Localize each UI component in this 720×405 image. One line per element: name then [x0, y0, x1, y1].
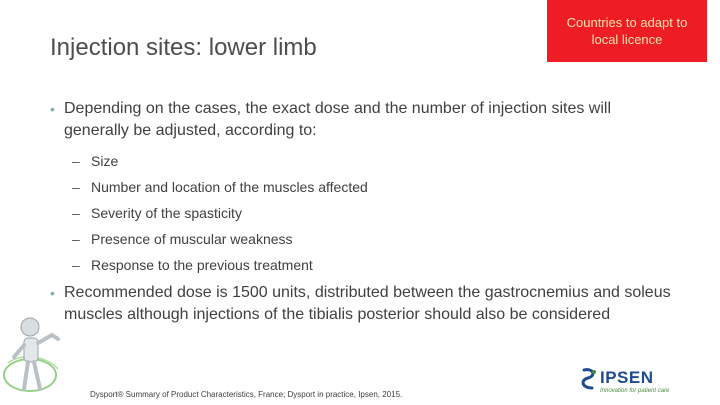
list-item-label: Presence of muscular weakness [91, 231, 293, 247]
dash-marker: – [72, 205, 80, 221]
list-item [72, 177, 492, 203]
bullet-point-2 [50, 282, 675, 326]
list-item [72, 255, 492, 281]
dash-marker: – [72, 179, 80, 195]
bullet-text: Recommended dose is 1500 units, distributed between the gastrocnemius and soleus muscles although injections of the tibialis posterior should also be considered [64, 284, 671, 323]
adaptation-badge-text: Countries to adapt to local licence [566, 15, 688, 47]
robot-figure-icon [0, 305, 82, 405]
dash-marker: – [72, 153, 80, 169]
bullet-point-1 [50, 98, 675, 142]
bullet-marker: • [50, 285, 55, 301]
list-item-label: Severity of the spasticity [91, 205, 242, 221]
list-item [72, 229, 492, 255]
ipsen-wordmark: IPSEN [600, 368, 654, 387]
list-item-label: Response to the previous treatment [91, 257, 313, 273]
dash-marker: – [72, 231, 80, 247]
adaptation-badge [547, 0, 707, 62]
footnote: Dysport® Summary of Product Characteristics, France; Dysport in practice, Ipsen, 2015. [90, 390, 403, 399]
bullet-marker: • [50, 101, 55, 117]
list-item [72, 203, 492, 229]
criteria-list [72, 151, 492, 281]
ipsen-tagline: Innovation for patient care [600, 388, 670, 394]
ipsen-mark-icon [578, 366, 598, 392]
list-item-label: Size [91, 153, 119, 169]
list-item [72, 151, 492, 177]
dash-marker: – [72, 257, 80, 273]
list-item-label: Number and location of the muscles affected [91, 179, 368, 195]
bullet-text: Depending on the cases, the exact dose and the number of injection sites will generally be adjusted, according to: [64, 100, 611, 139]
slide-title: Injection sites: lower limb [50, 34, 317, 61]
ipsen-logo [578, 362, 694, 398]
